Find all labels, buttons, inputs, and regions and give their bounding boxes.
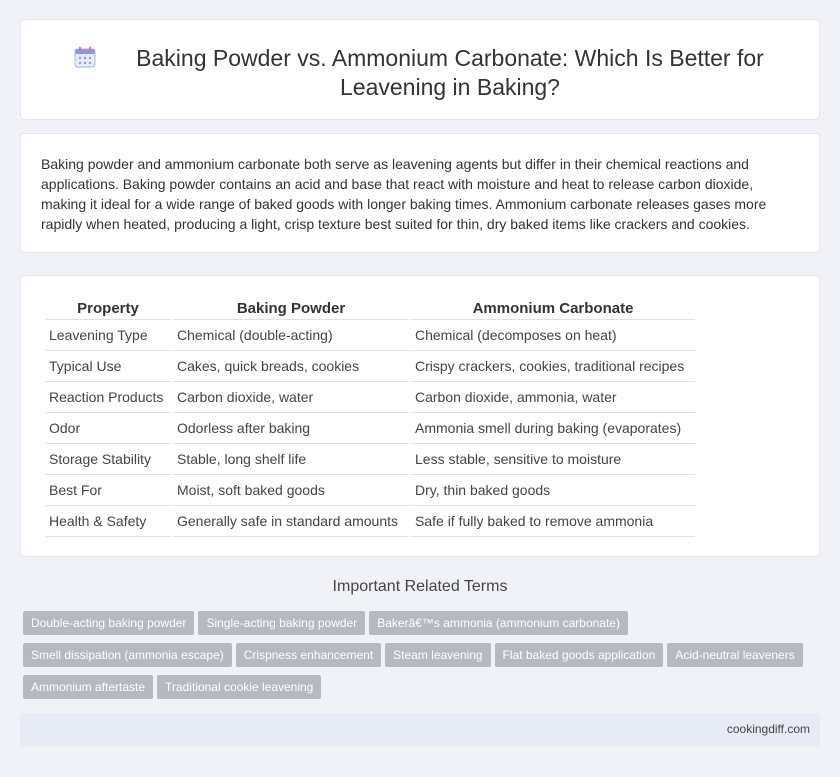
tag-ammonium-aftertaste[interactable]: Ammonium aftertaste	[23, 675, 153, 699]
cell-baking-powder: Moist, soft baked goods	[173, 475, 409, 506]
tag-acid-neutral-leaveners[interactable]: Acid-neutral leaveners	[667, 643, 802, 667]
cell-baking-powder: Odorless after baking	[173, 413, 409, 444]
table-row	[45, 444, 695, 475]
title-card	[20, 19, 820, 120]
cell-baking-powder: Generally safe in standard amounts	[173, 506, 409, 537]
cell-ammonium-carbonate: Carbon dioxide, ammonia, water	[411, 382, 695, 413]
cell-property: Best For	[45, 475, 171, 506]
tag-single-acting-baking-powder[interactable]: Single-acting baking powder	[198, 611, 365, 635]
page-title: Baking Powder vs. Ammonium Carbonate: Which Is Better for Leavening in Baking?	[136, 45, 764, 100]
tag-bakers-ammonia[interactable]: Bakerâ€™s ammonia (ammonium carbonate)	[369, 611, 628, 635]
tag-double-acting-baking-powder[interactable]: Double-acting baking powder	[23, 611, 194, 635]
cell-ammonium-carbonate: Safe if fully baked to remove ammonia	[411, 506, 695, 537]
header-baking-powder: Baking Powder	[173, 297, 409, 320]
tag-flat-baked-goods-application[interactable]: Flat baked goods application	[495, 643, 664, 667]
cell-property: Health & Safety	[45, 506, 171, 537]
comparison-table-card	[20, 275, 820, 557]
cell-property: Odor	[45, 413, 171, 444]
summary-card	[20, 133, 820, 253]
table-row	[45, 351, 695, 382]
cell-ammonium-carbonate: Chemical (decomposes on heat)	[411, 320, 695, 351]
footer	[20, 713, 820, 746]
footer-site-link[interactable]: cookingdiff.com	[726, 722, 810, 736]
tag-crispness-enhancement[interactable]: Crispness enhancement	[236, 643, 381, 667]
table-row	[45, 475, 695, 506]
table-row	[45, 320, 695, 351]
tag-smell-dissipation[interactable]: Smell dissipation (ammonia escape)	[23, 643, 232, 667]
title-wrap	[21, 44, 819, 102]
cell-baking-powder: Stable, long shelf life	[173, 444, 409, 475]
header-property: Property	[45, 297, 171, 320]
comparison-table	[43, 297, 697, 537]
cell-property: Typical Use	[45, 351, 171, 382]
related-terms-heading: Important Related Terms	[332, 578, 508, 595]
cell-baking-powder: Cakes, quick breads, cookies	[173, 351, 409, 382]
cell-baking-powder: Chemical (double-acting)	[173, 320, 409, 351]
cell-ammonium-carbonate: Crispy crackers, cookies, traditional recipes	[411, 351, 695, 382]
tag-traditional-cookie-leavening[interactable]: Traditional cookie leavening	[157, 675, 321, 699]
table-header-row	[45, 297, 695, 320]
table-row	[45, 382, 695, 413]
table-row	[45, 506, 695, 537]
tag-steam-leavening[interactable]: Steam leavening	[385, 643, 490, 667]
cell-property: Leavening Type	[45, 320, 171, 351]
cell-ammonium-carbonate: Less stable, sensitive to moisture	[411, 444, 695, 475]
summary-text: Baking powder and ammonium carbonate both serve as leavening agents but differ in their chemical reactions and applications. Baking powder contains an acid and base that react with moisture and heat to release carbon dioxide, making it ideal for a wide range of baked goods with longer baking times. Ammonium carbonate releases gases more rapidly when heated, producing a light, crisp texture best suited for thin, dry baked items like crackers and cookies.	[41, 156, 767, 232]
related-terms-tags	[23, 611, 823, 707]
table-row	[45, 413, 695, 444]
cell-property: Storage Stability	[45, 444, 171, 475]
cell-baking-powder: Carbon dioxide, water	[173, 382, 409, 413]
cell-ammonium-carbonate: Dry, thin baked goods	[411, 475, 695, 506]
header-ammonium-carbonate: Ammonium Carbonate	[411, 297, 695, 320]
cell-ammonium-carbonate: Ammonia smell during baking (evaporates)	[411, 413, 695, 444]
cell-property: Reaction Products	[45, 382, 171, 413]
